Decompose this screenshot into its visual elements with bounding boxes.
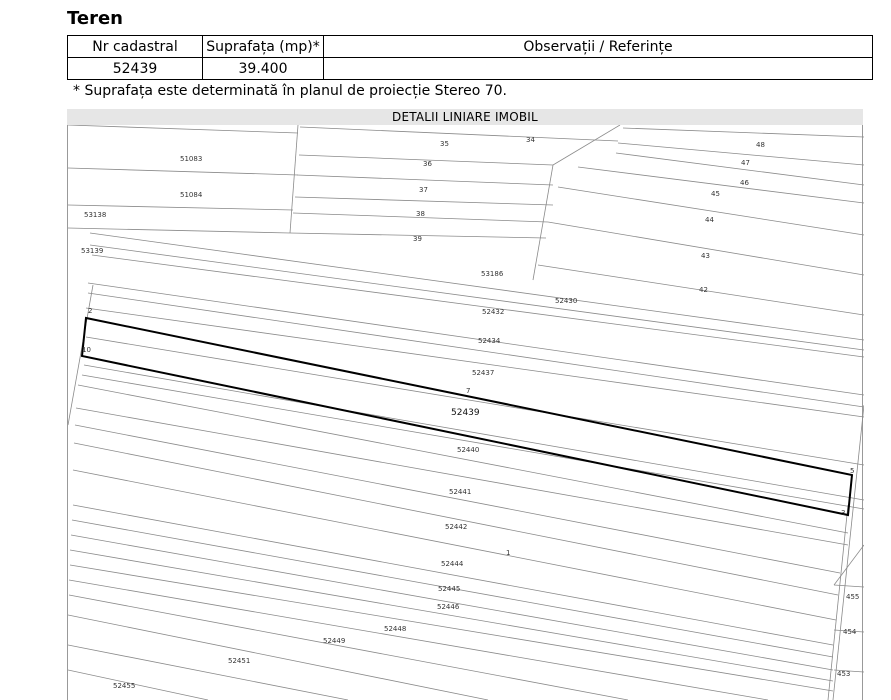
lot-label-53139: 53139 — [81, 247, 104, 255]
boundary-line — [297, 175, 553, 185]
header-observations: Observații / Referințe — [324, 36, 873, 58]
boundary-line — [68, 670, 208, 700]
lot-label-52441: 52441 — [449, 488, 472, 496]
lot-label-52432: 52432 — [482, 308, 505, 316]
lot-label-35: 35 — [440, 140, 449, 148]
lot-label-52442: 52442 — [445, 523, 468, 531]
boundary-line — [70, 550, 833, 681]
boundary-line — [84, 365, 864, 500]
lot-label-43: 43 — [701, 252, 710, 260]
boundary-line — [68, 228, 290, 233]
boundary-line — [553, 125, 620, 165]
boundary-line — [74, 443, 838, 595]
lot-label-52444: 52444 — [441, 560, 464, 568]
boundary-line — [833, 405, 864, 700]
lot-label-453: 453 — [837, 670, 851, 678]
lot-label-52449: 52449 — [323, 637, 346, 645]
boundary-line — [295, 197, 553, 205]
lot-label-39: 39 — [413, 235, 422, 243]
cell-cadastral-number: 52439 — [68, 58, 203, 80]
boundary-line — [68, 645, 348, 700]
lot-label-46: 46 — [740, 179, 749, 187]
vertex-label-1: 1 — [506, 549, 511, 557]
boundary-line — [68, 285, 93, 425]
land-table — [67, 35, 873, 80]
lot-label-42: 42 — [699, 286, 708, 294]
lot-label-454: 454 — [843, 628, 857, 636]
lot-label-52434: 52434 — [478, 337, 501, 345]
lot-label-52430: 52430 — [555, 297, 578, 305]
boundary-line — [290, 125, 298, 233]
area-footnote: * Suprafața este determinată în planul de proiecție Stereo 70. — [73, 83, 508, 99]
table-row — [68, 58, 873, 80]
section-title: Teren — [67, 8, 123, 29]
boundary-line — [834, 585, 864, 587]
lot-label-48: 48 — [756, 141, 765, 149]
lot-label-455: 455 — [846, 593, 860, 601]
boundary-line — [90, 233, 864, 340]
boundary-line — [300, 127, 618, 141]
boundary-line — [68, 205, 293, 210]
table-header-row — [68, 36, 873, 58]
cell-area: 39.400 — [203, 58, 324, 80]
lot-label-34: 34 — [526, 136, 535, 144]
vertex-label-3: 3 — [841, 509, 846, 517]
lot-label-38: 38 — [416, 210, 425, 218]
lot-label-52445: 52445 — [438, 585, 461, 593]
lot-label-51084: 51084 — [180, 191, 203, 199]
plan-title: DETALII LINIARE IMOBIL — [67, 109, 863, 125]
main-parcel-label: 52439 — [451, 408, 480, 418]
lot-label-36: 36 — [423, 160, 432, 168]
header-cadastral-number: Nr cadastral — [68, 36, 203, 58]
boundary-line — [68, 125, 298, 133]
lot-label-51083: 51083 — [180, 155, 203, 163]
boundary-line — [578, 167, 864, 203]
vertex-label-2: 2 — [88, 307, 93, 315]
vertex-label-10: 10 — [82, 346, 91, 354]
lot-label-52455: 52455 — [113, 682, 136, 690]
parcel-plan — [67, 125, 863, 700]
vertex-label-5: 5 — [850, 467, 855, 475]
boundary-line — [623, 128, 864, 137]
lot-label-53138: 53138 — [84, 211, 107, 219]
lot-label-52446: 52446 — [437, 603, 460, 611]
lot-label-44: 44 — [705, 216, 714, 224]
header-area: Suprafața (mp)* — [203, 36, 324, 58]
boundary-line — [88, 283, 864, 395]
boundary-line — [88, 293, 864, 407]
boundary-line — [82, 375, 864, 509]
lot-label-45: 45 — [711, 190, 720, 198]
lot-label-52451: 52451 — [228, 657, 251, 665]
lot-label-47: 47 — [741, 159, 750, 167]
lot-label-52440: 52440 — [457, 446, 480, 454]
boundary-line — [548, 222, 864, 275]
lot-label-53186: 53186 — [481, 270, 504, 278]
cell-observations — [324, 58, 873, 80]
boundary-line — [70, 565, 833, 691]
vertex-label-7: 7 — [466, 387, 471, 395]
lot-label-37: 37 — [419, 186, 428, 194]
lot-label-52448: 52448 — [384, 625, 407, 633]
parcel-plan-drawing — [68, 125, 864, 700]
lot-label-52437: 52437 — [472, 369, 495, 377]
boundary-line — [68, 168, 298, 175]
